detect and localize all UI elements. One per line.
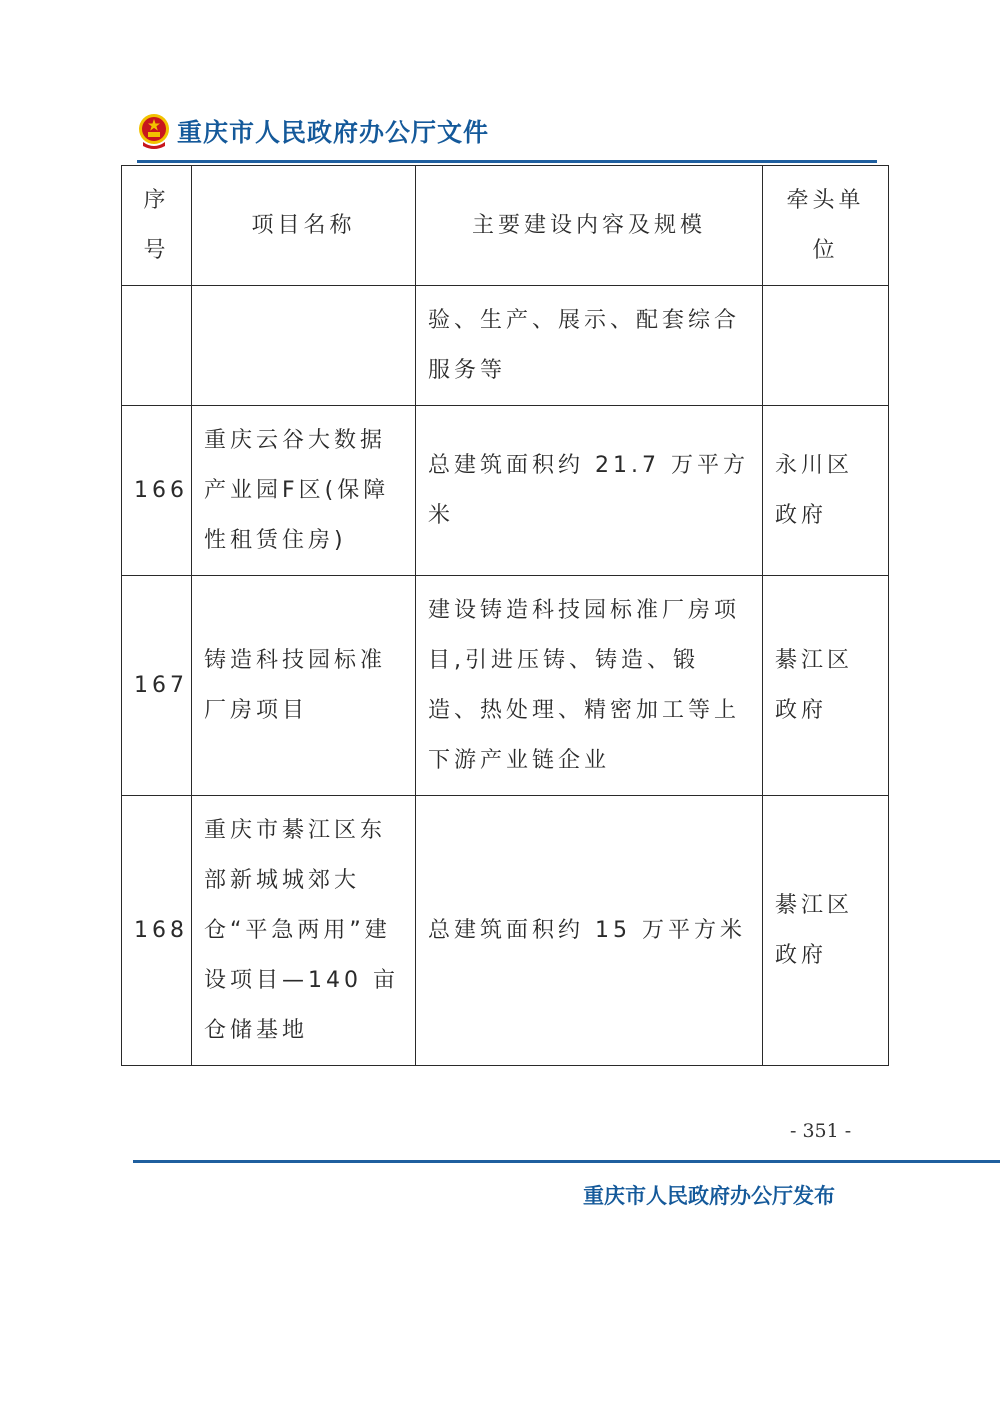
row-project-name [192, 286, 416, 406]
row-index: 167 [122, 576, 192, 796]
row-project-name: 重庆云谷大数据产业园F区(保障性租赁住房) [192, 406, 416, 576]
row-project-name: 重庆市綦江区东部新城城郊大仓“平急两用”建设项目—140 亩仓储基地 [192, 796, 416, 1066]
row-content: 建设铸造科技园标准厂房项目,引进压铸、铸造、锻造、热处理、精密加工等上下游产业链企业 [416, 576, 763, 796]
row-project-name: 铸造科技园标准厂房项目 [192, 576, 416, 796]
row-lead-unit: 綦江区政府 [763, 576, 889, 796]
row-content: 总建筑面积约 15 万平方米 [416, 796, 763, 1066]
row-index: 168 [122, 796, 192, 1066]
table-row [122, 406, 889, 576]
column-header-unit: 牵头单位 [763, 166, 889, 286]
column-header-index: 序号 [122, 166, 192, 286]
document-header [137, 112, 489, 150]
header-divider [137, 160, 877, 163]
row-lead-unit: 永川区政府 [763, 406, 889, 576]
row-index [122, 286, 192, 406]
publisher-footer: 重庆市人民政府办公厅发布 [583, 1183, 835, 1208]
national-emblem-icon [137, 112, 171, 150]
row-content: 总建筑面积约 21.7 万平方米 [416, 406, 763, 576]
table-header-row [122, 166, 889, 286]
page-number: - 351 - [790, 1120, 852, 1142]
row-content: 验、生产、展示、配套综合服务等 [416, 286, 763, 406]
footer-divider [133, 1160, 1000, 1163]
row-index: 166 [122, 406, 192, 576]
table-row [122, 286, 889, 406]
table-row [122, 576, 889, 796]
document-header-title: 重庆市人民政府办公厅文件 [177, 118, 490, 147]
column-header-name: 项目名称 [192, 166, 416, 286]
table-row [122, 796, 889, 1066]
row-lead-unit [763, 286, 889, 406]
project-table [121, 165, 889, 1066]
column-header-content: 主要建设内容及规模 [416, 166, 763, 286]
row-lead-unit: 綦江区政府 [763, 796, 889, 1066]
